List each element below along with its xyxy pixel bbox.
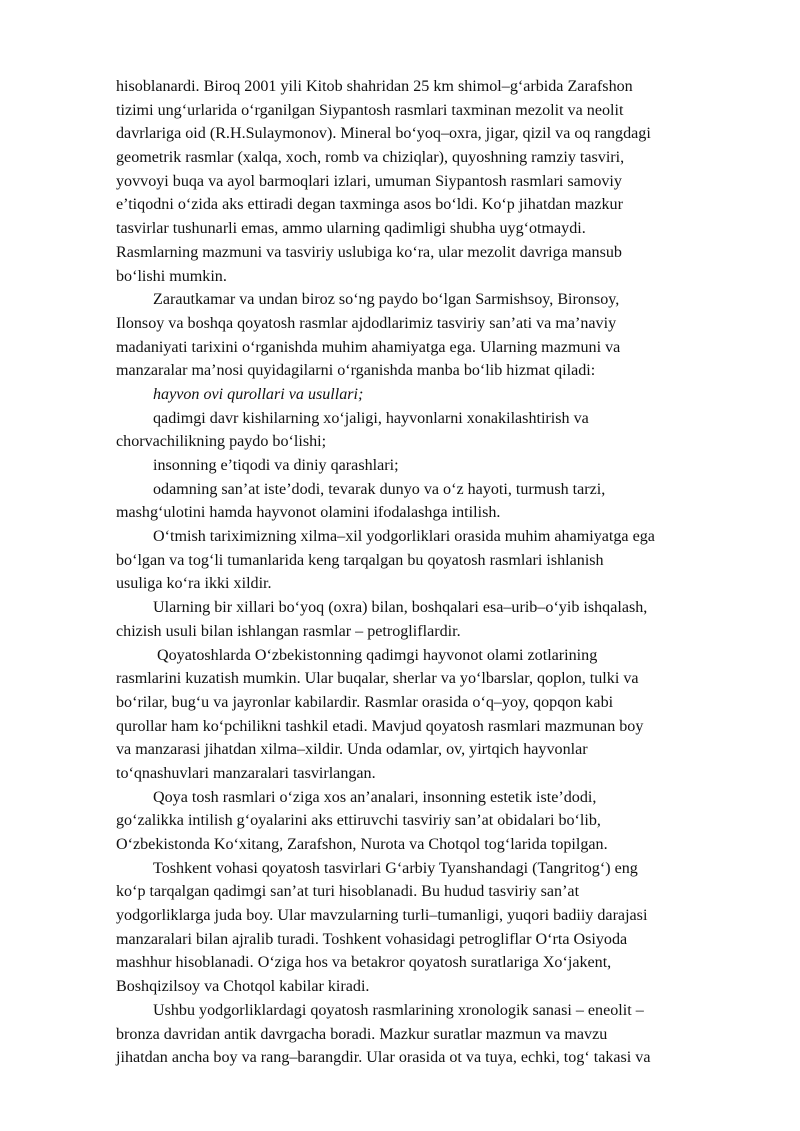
text-line: davrlariga oid (R.H.Sulaymonov). Mineral bo‘yoq–oxra, jigar, qizil va oq rangdagi [116,125,651,143]
text-line: O‘zbekistonda Ko‘xitang, Zarafshon, Nurota va Chotqol tog‘larida topilgan. [116,836,608,853]
text-line: chorvachilikning paydo bo‘lishi; [116,433,327,451]
text-line: to‘qnashuvlari manzaralari tasvirlangan. [116,764,376,782]
paragraph-start-line: O‘tmish tariximizning xilma–xil yodgorliklari orasida muhim ahamiyatga ega [153,528,655,546]
text-line: jihatdan ancha boy va rang–barangdir. Ular orasida ot va tuya, echki, tog‘ takasi va [116,1049,651,1067]
list-item-italic: hayvon ovi qurollari va usullari; [153,385,364,403]
text-line: yodgorliklarga juda boy. Ular mavzularning turli–tumanligi, yuqori badiiy darajasi [116,907,648,925]
text-line: bronza davridan antik davrgacha boradi. Mazkur suratlar mazmun va mavzu [116,1025,608,1043]
text-line: ko‘p tarqalgan qadimgi san’at turi hisoblanadi. Bu hudud tasviriy san’at [116,883,580,901]
text-line: madaniyati tarixini o‘rganishda muhim ahamiyatga ega. Ularning mazmuni va [116,338,621,356]
paragraph-start-line: Zarautkamar va undan biroz so‘ng paydo bo‘lgan Sarmishsoy, Bironsoy, [153,291,620,309]
document-page [116,75,742,1070]
list-item: insonning e’tiqodi va diniy qarashlari; [153,457,399,474]
text-line: bo‘lishi mumkin. [116,267,227,285]
text-line: bo‘lgan va tog‘li tumanlarida keng tarqalgan bu qoyatosh rasmlari ishlanish [116,551,604,569]
text-line: qurollar ham ko‘pchilikni tashkil etadi. Mavjud qoyatosh rasmlari mazmunan boy [116,717,644,735]
text-line: go‘zalikka intilish g‘oyalarini aks ettiruvchi tasviriy san’at obidalari bo‘lib, [116,812,601,830]
text-line: va manzarasi jihatdan xilma–xildir. Unda odamlar, ov, yirtqich hayvonlar [116,741,588,759]
text-line: manzaralar ma’nosi quyidagilarni o‘rganishda manba bo‘lib hizmat qiladi: [116,362,596,380]
text-line: Boshqizilsoy va Chotqol kabilar kiradi. [116,978,370,996]
text-line: Ilonsoy va boshqa qoyatosh rasmlar ajdodlarimiz tasviriy san’ati va ma’naviy [116,314,617,332]
paragraph-start-line: Qoyatoshlarda O‘zbekistonning qadimgi hayvonot olami zotlarining [157,646,598,664]
text-line: usuliga ko‘ra ikki xildir. [116,575,272,593]
text-line: tizimi ung‘urlarida o‘rganilgan Siypantosh rasmlari taxminan mezolit va neolit [116,101,624,119]
text-line: Rasmlarning mazmuni va tasviriy uslubiga ko‘ra, ular mezolit davriga mansub [116,243,622,261]
paragraph-start-line: Toshkent vohasi qoyatosh tasvirlari G‘arbiy Tyanshandagi (Tangritog‘) eng [153,859,638,877]
text-line: tasvirlar tushunarli emas, ammo ularning qadimligi shubha uyg‘otmaydi. [116,220,586,238]
list-item: odamning san’at iste’dodi, tevarak dunyo va o‘z hayoti, turmush tarzi, [153,480,606,498]
text-line: rasmlarini kuzatish mumkin. Ular buqalar, sherlar va yo‘lbarslar, qoplon, tulki va [116,670,639,688]
list-item: qadimgi davr kishilarning xo‘jaligi, hayvonlarni xonakilashtirish va [153,409,589,427]
text-line: chizish usuli bilan ishlangan rasmlar – petrogliflardir. [116,622,461,640]
text-line: mashg‘ulotini hamda hayvonot olamini ifodalashga intilish. [116,504,501,522]
text-line: e’tiqodni o‘zida aks ettiradi degan taxminga asos bo‘ldi. Ko‘p jihatdan mazkur [116,196,623,214]
text-line: yovvoyi buqa va ayol barmoqlari izlari, umuman Siypantosh rasmlari samoviy [116,172,622,190]
paragraph-start-line: Ushbu yodgorliklardagi qoyatosh rasmlarining xronologik sanasi – eneolit – [153,1001,644,1019]
paragraph-start-line: Qoya tosh rasmlari o‘ziga xos an’analari, insonning estetik iste’dodi, [153,788,597,806]
text-line: mashhur hisoblanadi. O‘ziga hos va betakror qoyatosh suratlariga Xo‘jakent, [116,954,612,972]
text-line: hisoblanardi. Biroq 2001 yili Kitob shahridan 25 km shimol–g‘arbida Zarafshon [116,78,633,95]
text-line: geometrik rasmlar (xalqa, xoch, romb va chiziqlar), quyoshning ramziy tasviri, [116,149,625,167]
text-line: bo‘rilar, bug‘u va jayronlar kabilardir. Rasmlar orasida o‘q–yoy, qopqon kabi [116,693,614,711]
text-line: manzaralari bilan ajralib turadi. Toshkent vohasidagi petrogliflar O‘rta Osiyoda [116,930,628,948]
paragraph-start-line: Ularning bir xillari bo‘yoq (oxra) bilan, boshqalari esa–urib–o‘yib ishqalash, [153,599,648,617]
